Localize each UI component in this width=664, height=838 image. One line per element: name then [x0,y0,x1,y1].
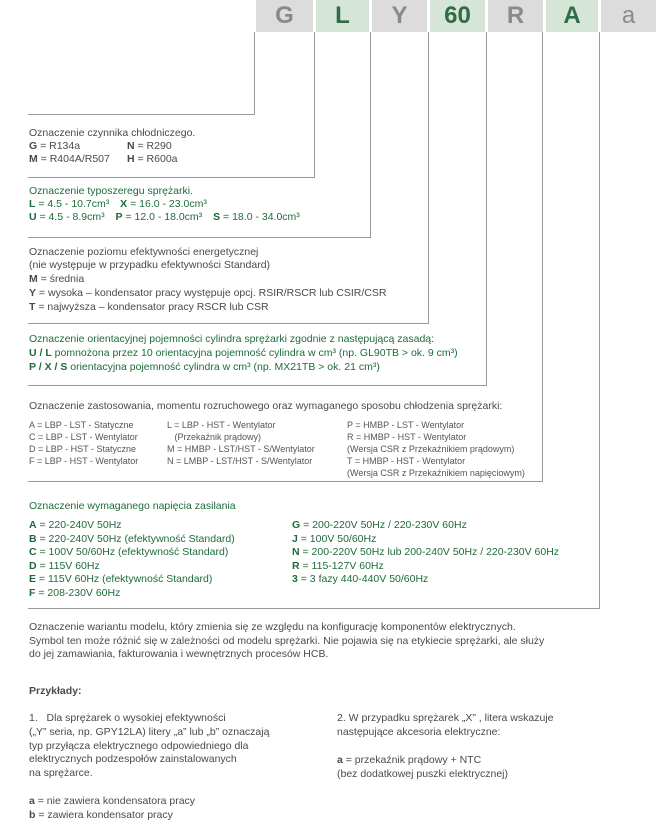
code-letter-60: 60 [430,0,485,32]
capacity-line-ul: U / L pomnożona przez 10 orientacyjna pojemność cylindra w cm³ (np. GL90TB > ok. 9 cm³) [29,347,458,359]
efficiency-subtitle: (nie występuje w przypadku efektywności Standard) [29,259,271,271]
example-1-items: a = nie zawiera kondensatora pracy b = zawiera kondensator pracy [29,795,196,821]
refrigerant-line-1: G = R134a N = R290 [29,140,172,152]
connector-7-v [599,32,600,608]
efficiency-line-y: Y = wysoka – kondensator pracy występuje opcj. RSIR/RSCR lub CSIR/CSR [29,287,387,299]
code-letter-y: Y [372,0,427,32]
connector-5-h [28,385,487,386]
efficiency-title: Oznaczenie poziomu efektywności energetycznej [29,246,259,258]
series-line-2: U = 4.5 - 8.9cm³ P = 12.0 - 18.0cm³ S = 18.0 - 34.0cm³ [29,211,300,223]
example-1-text: 1. Dla sprężarek o wysokiej efektywności („Y” seria, np. GPY12LA) litery „a” lub „b” oznaczają typ przyłącza elektrycznego odpowiedniego dla elektrycznych podzespołów zainstalowanych na sprężarce. [29,712,270,780]
connector-5-v [486,32,487,385]
connector-2-v [314,32,315,177]
connector-4-h [28,323,429,324]
code-letter-l: L [316,0,369,32]
example-2-item: a = przekaźnik prądowy + NTC (bez dodatkowej puszki elektrycznej) [337,754,508,780]
connector-3-h [28,237,371,238]
example-2-text: 2. W przypadku sprężarek „X” , litera wskazuje następujące akcesoria elektryczne: [337,712,554,738]
connector-3-v [370,32,371,237]
variant-description: Oznaczenie wariantu modelu, który zmienia się ze względu na konfigurację komponentów elektrycznych. Symbol ten może różnić się w zależności od modelu sprężarki. Nie pojawia się na etykiecie sprężarki, ale służy do jej zamawiania, fakturowania i wewnętrznych procesów HCB. [29,621,545,660]
code-letter-a-small: a [601,0,656,32]
efficiency-line-t: T = najwyższa – kondensator pracy RSCR lub CSR [29,301,269,313]
code-letter-r: R [488,0,543,32]
series-line-1: L = 4.5 - 10.7cm³ X = 16.0 - 23.0cm³ [29,198,207,210]
connector-4-v [428,32,429,323]
capacity-title: Oznaczenie orientacyjnej pojemności cylindra sprężarki zgodnie z następującą zasadą: [29,333,435,345]
voltage-title: Oznaczenie wymaganego napięcia zasilania [29,500,236,512]
code-letter-g: G [256,0,313,32]
efficiency-line-m: M = średnia [29,273,85,285]
connector-2-h [28,177,315,178]
connector-1-h [28,114,255,115]
connector-1-v [254,32,255,114]
application-col-1: A = LBP - LST - Statyczne C = LBP - LST - Wentylator D = LBP - HST - Statyczne F = LBP - HST - Wentylator [29,420,139,466]
examples-title: Przykłady: [29,685,82,697]
connector-6-h [28,481,543,482]
refrigerant-title: Oznaczenie czynnika chłodniczego. [29,127,196,139]
series-title: Oznaczenie typoszeregu sprężarki. [29,185,193,197]
capacity-line-pxs: P / X / S orientacyjna pojemność cylindra w cm³ (np. MX21TB > ok. 21 cm³) [29,361,380,373]
code-letter-a: A [546,0,598,32]
application-col-2: L = LBP - HST - Wentylator (Przekaźnik prądowy) M = HMBP - LST/HST - S/Wentylator N = LMBP - LST/HST - S/Wentylator [167,420,315,466]
application-title: Oznaczenie zastosowania, momentu rozruchowego oraz wymaganego sposobu chłodzenia sprężarki: [29,400,503,412]
application-col-3: P = HMBP - LST - Wentylator R = HMBP - HST - Wentylator (Wersja CSR z Przekaźnikiem prądowym) T = HMBP - HST - Wentylator (Wersja CSR z Przekaźnikiem napięciowym) [347,420,525,478]
connector-6-v [542,32,543,481]
voltage-col-1: A = 220-240V 50Hz B = 220-240V 50Hz (efektywność Standard) C = 100V 50/60Hz (efektywność Standard) D = 115V 60Hz E = 115V 60Hz (efektywność Standard) F = 208-230V 60Hz [29,519,235,599]
voltage-col-2: G = 200-220V 50Hz / 220-230V 60Hz J = 100V 50/60Hz N = 200-220V 50Hz lub 200-240V 50Hz / 220-230V 60Hz R = 115-127V 60Hz 3 = 3 fazy 440-440V 50/60Hz [292,519,560,586]
refrigerant-line-2: M = R404A/R507 H = R600a [29,153,178,165]
connector-7-h [28,608,600,609]
